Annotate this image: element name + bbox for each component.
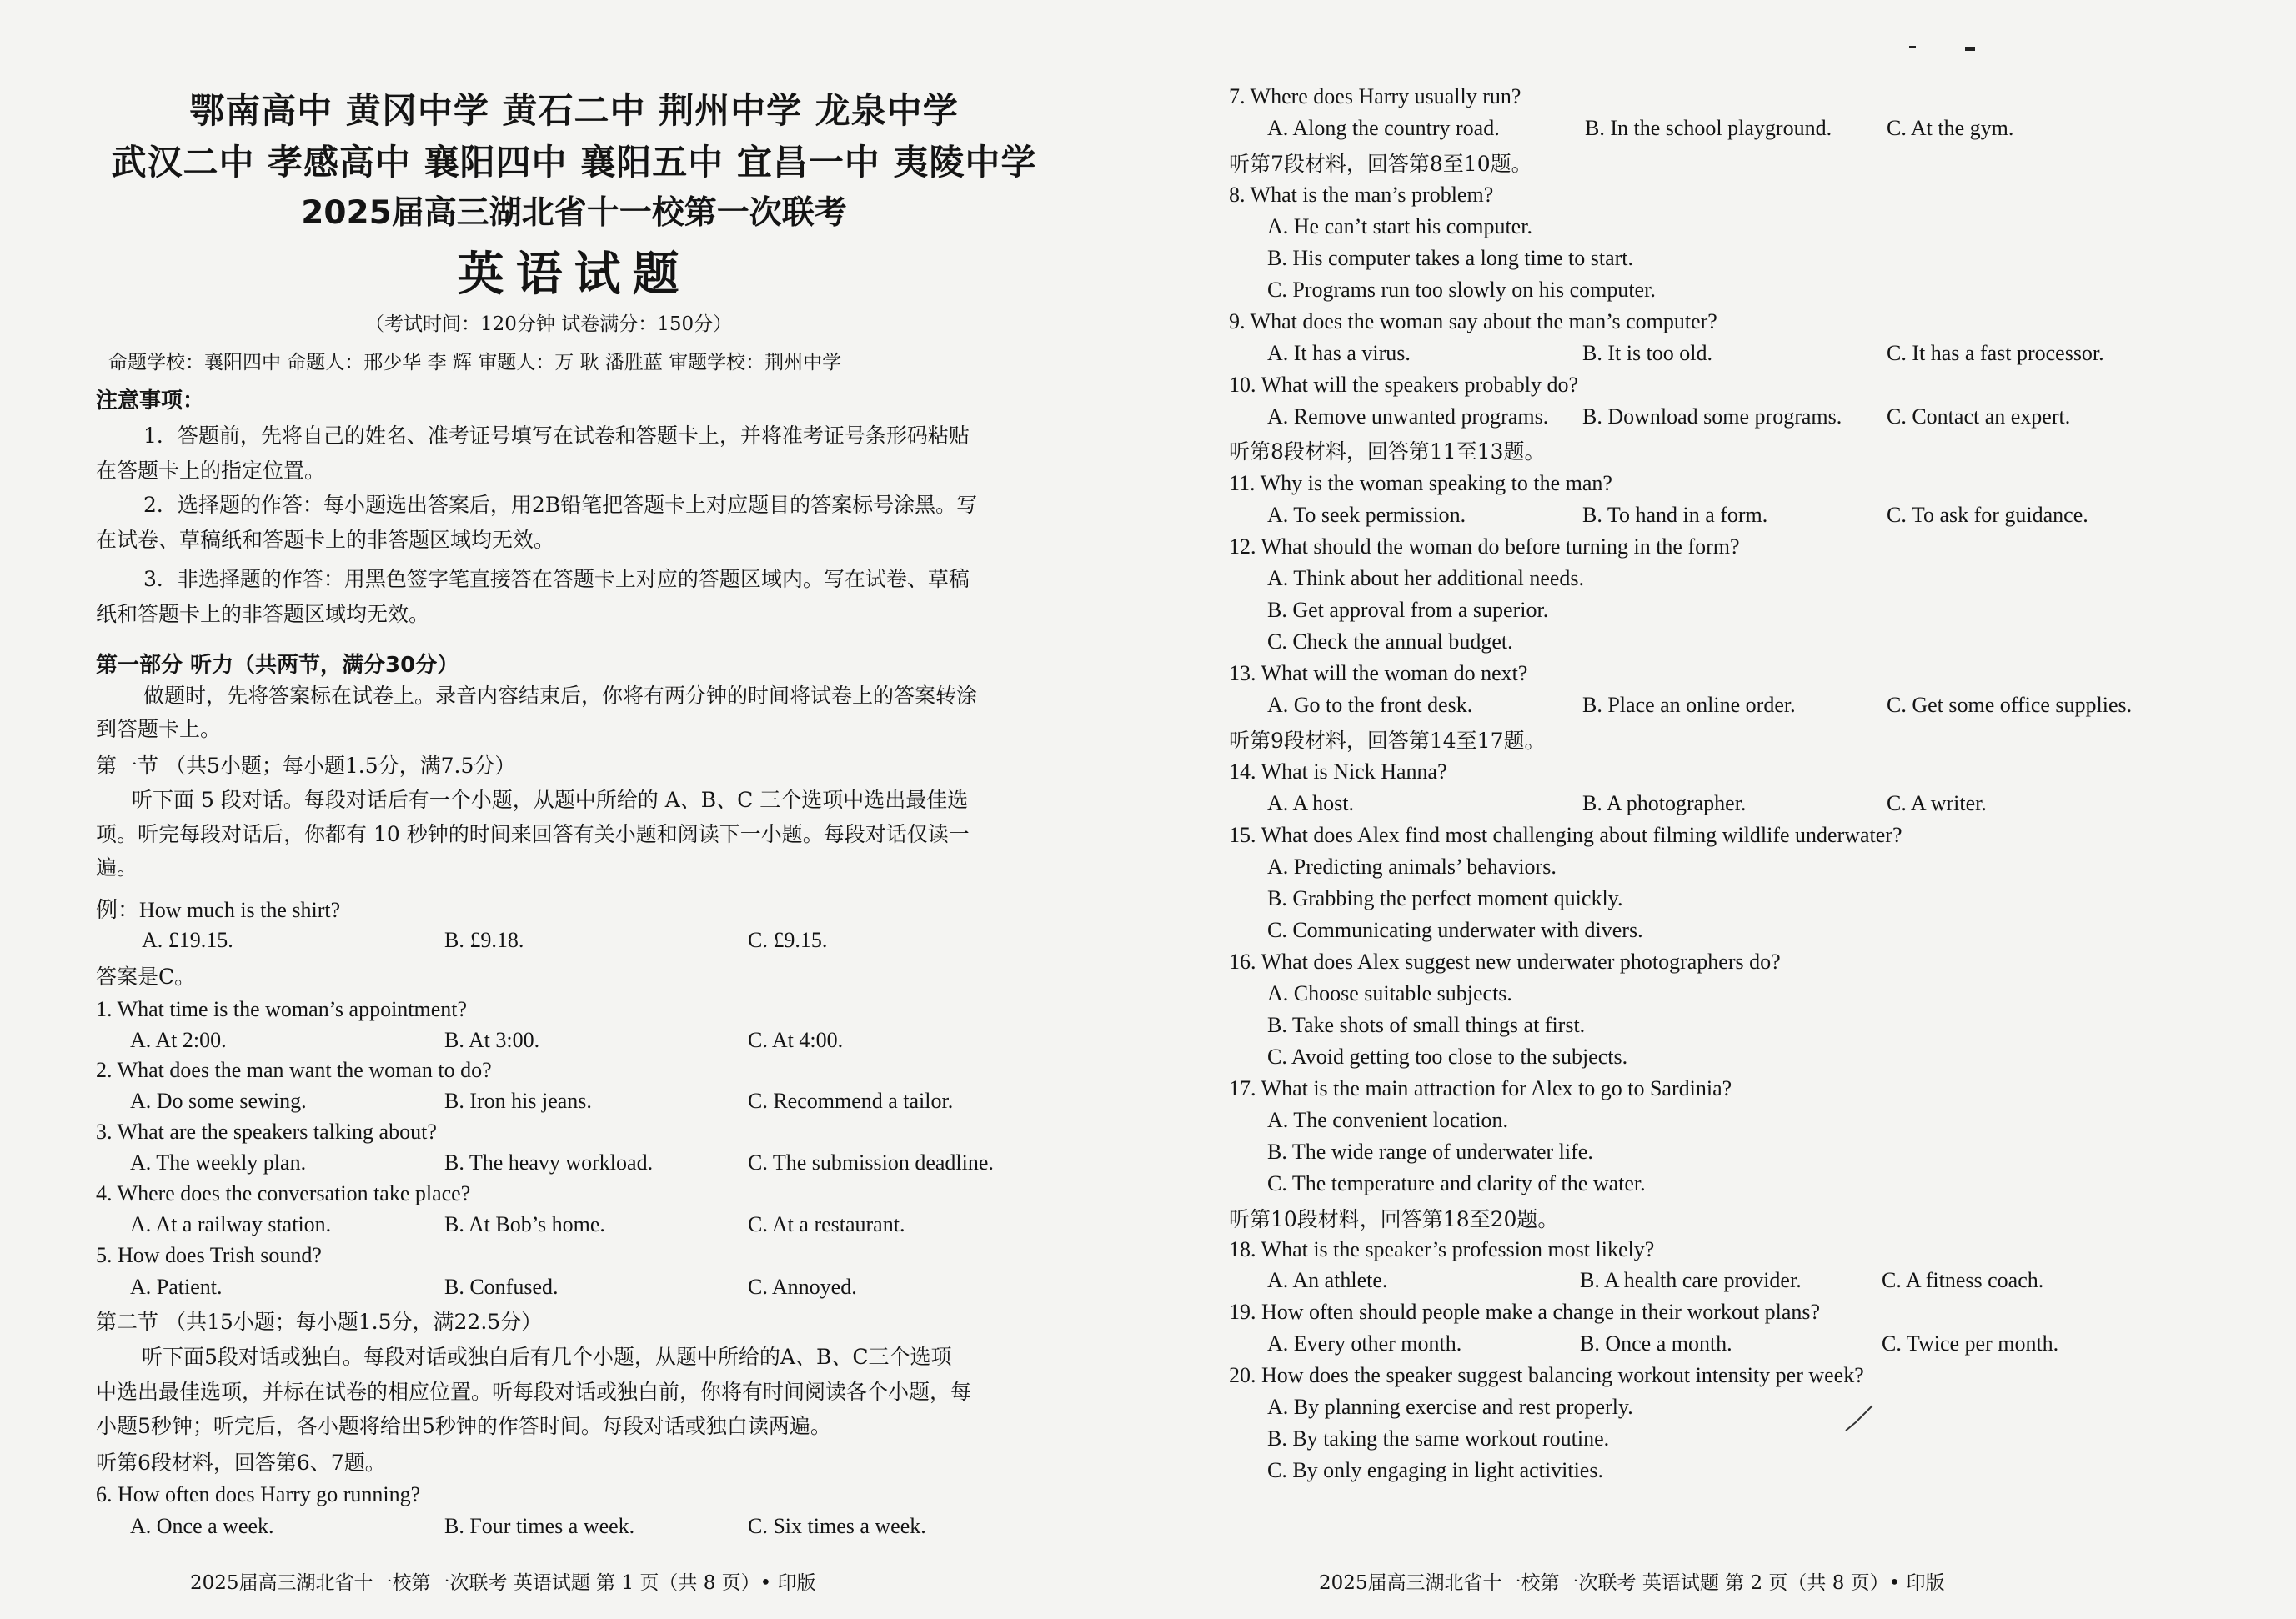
q16-option-a: A. Choose suitable subjects.: [1267, 981, 1512, 1005]
segment-8-heading: 听第8段材料，回答第11至13题。: [1229, 439, 1546, 464]
q7-option-c: C. At the gym.: [1887, 116, 2014, 140]
section2-title: 第二节 （共15小题；每小题1.5分，满22.5分）: [96, 1310, 543, 1334]
notice-2-cont: 在试卷、草稿纸和答题卡上的非答题区域均无效。: [96, 528, 555, 552]
part1-intro: 做题时，先将答案标在试卷上。录音内容结束后，你将有两分钟的时间将试卷上的答案转涂: [143, 684, 978, 708]
q11-option-c: C. To ask for guidance.: [1887, 503, 2088, 527]
page-2: [1148, 0, 2296, 1619]
page-1-footer: 2025届高三湖北省十一校第一次联考 英语试题 第 1 页（共 8 页）• 印版: [190, 1572, 816, 1594]
q1-option-a: A. At 2:00.: [130, 1028, 227, 1052]
question-6: 6. How often does Harry go running?: [96, 1482, 421, 1506]
q19-option-b: B. Once a month.: [1580, 1331, 1732, 1356]
q12-option-c: C. Check the annual budget.: [1267, 629, 1513, 654]
q9-option-c: C. It has a fast processor.: [1887, 341, 2104, 365]
question-2: 2. What does the man want the woman to do?: [96, 1058, 492, 1082]
q7-option-b: B. In the school playground.: [1585, 116, 1832, 140]
q17-option-a: A. The convenient location.: [1267, 1108, 1509, 1132]
q4-option-a: A. At a railway station.: [130, 1212, 332, 1236]
q6-option-b: B. Four times a week.: [444, 1514, 635, 1538]
q20-option-b: B. By taking the same workout routine.: [1267, 1426, 1610, 1451]
part1-intro-cont: 到答题卡上。: [96, 717, 222, 741]
q10-option-b: B. Download some programs.: [1582, 404, 1842, 429]
q7-option-a: A. Along the country road.: [1267, 116, 1500, 140]
question-8: 8. What is the man’s problem?: [1229, 183, 1494, 207]
q1-option-c: C. At 4:00.: [748, 1028, 844, 1052]
q3-option-b: B. The heavy workload.: [444, 1150, 654, 1175]
q9-option-b: B. It is too old.: [1582, 341, 1713, 365]
question-5: 5. How does Trish sound?: [96, 1243, 322, 1267]
question-1: 1. What time is the woman’s appointment?: [96, 997, 468, 1021]
q17-option-c: C. The temperature and clarity of the water.: [1267, 1171, 1646, 1195]
question-20: 20. How does the speaker suggest balancing workout intensity per week?: [1229, 1363, 1864, 1387]
question-9: 9. What does the woman say about the man’s computer?: [1229, 309, 1717, 333]
q14-option-b: B. A photographer.: [1582, 791, 1747, 815]
q9-option-a: A. It has a virus.: [1267, 341, 1411, 365]
segment-6-heading: 听第6段材料，回答第6、7题。: [96, 1451, 386, 1475]
q8-option-b: B. His computer takes a long time to start.: [1267, 246, 1634, 270]
q5-option-c: C. Annoyed.: [748, 1275, 857, 1299]
q12-option-b: B. Get approval from a superior.: [1267, 598, 1549, 622]
q10-option-c: C. Contact an expert.: [1887, 404, 2071, 429]
scan-speck: [1909, 46, 1916, 48]
q13-option-a: A. Go to the front desk.: [1267, 693, 1473, 717]
section1-intro: 听下面 5 段对话。每段对话后有一个小题，从题中所给的 A、B、C 三个选项中选出最佳选: [132, 788, 969, 812]
q12-option-a: A. Think about her additional needs.: [1267, 566, 1585, 590]
schools-line-1: 鄂南高中 黄冈中学 黄石二中 荆州中学 龙泉中学: [189, 90, 959, 131]
example-question: 例：How much is the shirt?: [96, 898, 341, 922]
section2-intro: 听下面5段对话或独白。每段对话或独白后有几个小题，从题中所给的A、B、C三个选项: [142, 1345, 952, 1369]
question-15: 15. What does Alex find most challenging about filming wildlife underwater?: [1229, 823, 1902, 847]
q2-option-a: A. Do some sewing.: [130, 1089, 307, 1113]
example-option-c: C. £9.15.: [748, 928, 828, 952]
question-18: 18. What is the speaker’s profession most likely?: [1229, 1237, 1655, 1261]
section1-intro-end: 遍。: [96, 855, 138, 880]
question-14: 14. What is Nick Hanna?: [1229, 759, 1447, 784]
question-19: 19. How often should people make a change in their workout plans?: [1229, 1300, 1821, 1324]
q8-option-c: C. Programs run too slowly on his computer.: [1267, 278, 1656, 302]
q20-option-a: A. By planning exercise and rest properly.: [1267, 1395, 1633, 1419]
pencil-mark: [1842, 1402, 1876, 1436]
q3-option-c: C. The submission deadline.: [748, 1150, 994, 1175]
question-4: 4. Where does the conversation take place?: [96, 1181, 471, 1205]
q16-option-b: B. Take shots of small things at first.: [1267, 1013, 1586, 1037]
schools-line-2: 武汉二中 孝感高中 襄阳四中 襄阳五中 宜昌一中 夷陵中学: [111, 142, 1037, 183]
scan-speck: [1965, 47, 1975, 51]
q19-option-c: C. Twice per month.: [1882, 1331, 2059, 1356]
example-option-b: B. £9.18.: [444, 928, 524, 952]
section2-intro-cont: 中选出最佳选项，并标在试卷的相应位置。听每段对话或独白前，你将有时间阅读各个小题，每: [96, 1380, 972, 1404]
question-16: 16. What does Alex suggest new underwater photographers do?: [1229, 950, 1781, 974]
section1-title: 第一节 （共5小题；每小题1.5分，满7.5分）: [96, 754, 516, 778]
q18-option-c: C. A fitness coach.: [1882, 1268, 2044, 1292]
q11-option-b: B. To hand in a form.: [1582, 503, 1768, 527]
q2-option-b: B. Iron his jeans.: [444, 1089, 592, 1113]
section1-intro-cont: 项。听完每段对话后，你都有 10 秒钟的时间来回答有关小题和阅读下一小题。每段对话仅读一: [96, 822, 970, 846]
q13-option-b: B. Place an online order.: [1582, 693, 1796, 717]
segment-9-heading: 听第9段材料，回答第14至17题。: [1229, 729, 1546, 753]
question-17: 17. What is the main attraction for Alex to go to Sardinia?: [1229, 1076, 1732, 1100]
q5-option-a: A. Patient.: [130, 1275, 223, 1299]
example-answer: 答案是C。: [96, 965, 196, 989]
q16-option-c: C. Avoid getting too close to the subjects.: [1267, 1045, 1628, 1069]
notice-2: 2．选择题的作答：每小题选出答案后，用2B铅笔把答题卡上对应题目的答案标号涂黑。写: [143, 493, 978, 517]
subject-title: 英语试题: [457, 248, 691, 302]
segment-7-heading: 听第7段材料，回答第8至10题。: [1229, 152, 1532, 176]
q14-option-c: C. A writer.: [1887, 791, 1987, 815]
q6-option-a: A. Once a week.: [130, 1514, 274, 1538]
q11-option-a: A. To seek permission.: [1267, 503, 1466, 527]
q20-option-c: C. By only engaging in light activities.: [1267, 1458, 1603, 1482]
question-3: 3. What are the speakers talking about?: [96, 1120, 437, 1144]
q15-option-b: B. Grabbing the perfect moment quickly.: [1267, 886, 1623, 910]
q10-option-a: A. Remove unwanted programs.: [1267, 404, 1549, 429]
q5-option-b: B. Confused.: [444, 1275, 559, 1299]
q1-option-b: B. At 3:00.: [444, 1028, 540, 1052]
exam-info: （考试时间：120分钟 试卷满分：150分）: [365, 313, 733, 335]
question-13: 13. What will the woman do next?: [1229, 661, 1528, 685]
q18-option-b: B. A health care provider.: [1580, 1268, 1802, 1292]
q4-option-c: C. At a restaurant.: [748, 1212, 905, 1236]
q15-option-c: C. Communicating underwater with divers.: [1267, 918, 1643, 942]
notice-3: 3．非选择题的作答：用黑色签字笔直接答在答题卡上对应的答题区域内。写在试卷、草稿: [143, 567, 970, 591]
notice-1: 1．答题前，先将自己的姓名、准考证号填写在试卷和答题卡上，并将准考证号条形码粘贴: [143, 424, 970, 448]
page-2-footer: 2025届高三湖北省十一校第一次联考 英语试题 第 2 页（共 8 页）• 印版: [1319, 1572, 1945, 1594]
notice-title: 注意事项：: [96, 388, 205, 414]
part1-title: 第一部分 听力（共两节，满分30分）: [96, 653, 459, 678]
q2-option-c: C. Recommend a tailor.: [748, 1089, 954, 1113]
section2-intro-end: 小题5秒钟；听完后，各小题将给出5秒钟的作答时间。每段对话或独白读两遍。: [96, 1414, 831, 1438]
segment-10-heading: 听第10段材料，回答第18至20题。: [1229, 1207, 1559, 1231]
question-10: 10. What will the speakers probably do?: [1229, 373, 1579, 397]
question-11: 11. Why is the woman speaking to the man?: [1229, 471, 1612, 495]
example-option-a: A. £19.15.: [142, 928, 233, 952]
q15-option-a: A. Predicting animals’ behaviors.: [1267, 855, 1557, 879]
q4-option-b: B. At Bob’s home.: [444, 1212, 605, 1236]
exam-staff: 命题学校：襄阳四中 命题人：邢少华 李 辉 审题人：万 耿 潘胜蓝 审题学校：荆州中学: [108, 352, 842, 373]
q3-option-a: A. The weekly plan.: [130, 1150, 307, 1175]
notice-3-cont: 纸和答题卡上的非答题区域均无效。: [96, 602, 430, 626]
q18-option-a: A. An athlete.: [1267, 1268, 1388, 1292]
q17-option-b: B. The wide range of underwater life.: [1267, 1140, 1593, 1164]
q19-option-a: A. Every other month.: [1267, 1331, 1462, 1356]
q6-option-c: C. Six times a week.: [748, 1514, 926, 1538]
exam-title: 2025届高三湖北省十一校第一次联考: [301, 194, 847, 232]
q14-option-a: A. A host.: [1267, 791, 1355, 815]
question-12: 12. What should the woman do before turning in the form?: [1229, 534, 1740, 559]
notice-1-cont: 在答题卡上的指定位置。: [96, 459, 326, 483]
question-7: 7. Where does Harry usually run?: [1229, 84, 1521, 108]
q8-option-a: A. He can’t start his computer.: [1267, 214, 1532, 238]
q13-option-c: C. Get some office supplies.: [1887, 693, 2133, 717]
